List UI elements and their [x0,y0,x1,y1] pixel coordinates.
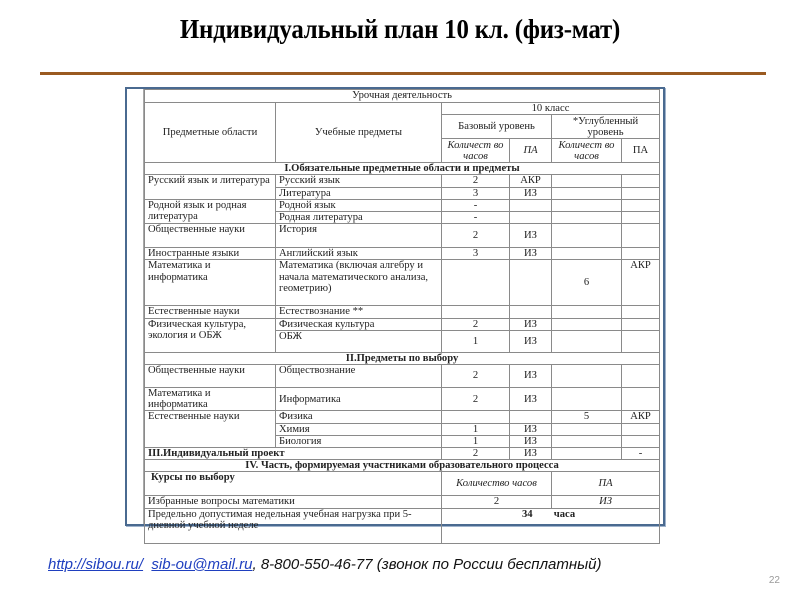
basic-hours-cell: 1 [442,423,510,435]
area-cell: Естественные науки [145,306,276,318]
basic-hours-cell: 2 [442,448,510,460]
section-title-elective: II.Предметы по выбору [145,352,660,364]
adv-hours-cell [552,365,622,388]
basic-hours-cell: 3 [442,187,510,199]
adv-pa-cell [622,248,660,260]
subject-cell: Русский язык [276,175,442,187]
basic-hours-cell: - [442,212,510,224]
adv-hours-cell [552,199,622,211]
curriculum-table [144,89,660,544]
contact-footer [48,556,602,573]
adv-hours-cell [552,306,622,318]
course-pa: ИЗ [552,496,660,508]
basic-pa-cell: ИЗ [510,365,552,388]
max-load-value: 34 [522,508,533,520]
max-load-unit: часа [553,508,576,520]
courses-label: Курсы по выбору [145,472,442,496]
area-cell: Общественные науки [145,224,276,248]
basic-pa-cell: ИЗ [510,248,552,260]
subject-cell: Физика [276,411,442,423]
subject-cell: Математика (включая алгебру и начала математического анализа, геометрию) [276,260,442,306]
subject-cell: Родной язык [276,199,442,211]
header-basic-level: Базовый уровень [442,115,552,139]
table-row [145,248,660,260]
table-row [145,175,660,187]
course-name: Избранные вопросы математики [145,496,442,508]
adv-hours-cell [552,448,622,460]
basic-hours-cell: 2 [442,224,510,248]
adv-pa-cell [622,388,660,411]
adv-hours-cell: 6 [552,260,622,306]
basic-hours-cell: 3 [442,248,510,260]
basic-pa-cell: АКР [510,175,552,187]
basic-pa-cell: ИЗ [510,435,552,447]
area-cell: Естественные науки [145,411,276,448]
email-link[interactable]: sib-ou@mail.ru [151,556,253,573]
table-row [145,365,660,388]
title-divider [40,72,766,75]
basic-pa-cell [510,212,552,224]
adv-pa-cell: АКР [622,260,660,306]
curriculum-table-frame [125,87,665,531]
header-pa-basic: ПА [510,139,552,163]
section-title-participants: IV. Часть, формируемая участниками образовательного процесса [145,460,660,472]
basic-hours-cell: 2 [442,175,510,187]
table-row [145,448,660,460]
table-row [145,411,660,423]
adv-pa-cell [622,365,660,388]
header-pa-advanced: ПА [622,139,660,163]
basic-hours-cell [442,260,510,306]
table-row [145,306,660,318]
page-number: 22 [768,575,780,586]
adv-pa-cell [622,306,660,318]
basic-hours-cell: 1 [442,330,510,352]
frame-left-strip [127,89,144,524]
adv-hours-cell [552,435,622,447]
subject-cell: Литература [276,187,442,199]
adv-pa-cell: АКР [622,411,660,423]
basic-pa-cell: ИЗ [510,448,552,460]
subject-cell: Физическая культура [276,318,442,330]
area-cell: Русский язык и литература [145,175,276,199]
adv-hours-cell [552,423,622,435]
basic-hours-cell: - [442,199,510,211]
table-row [145,388,660,411]
adv-pa-cell [622,435,660,447]
adv-hours-cell [552,212,622,224]
subject-cell: Биология [276,435,442,447]
subject-cell: Информатика [276,388,442,411]
basic-pa-cell: ИЗ [510,318,552,330]
basic-pa-cell: ИЗ [510,224,552,248]
basic-pa-cell [510,260,552,306]
table-row [145,496,660,508]
basic-pa-cell: ИЗ [510,330,552,352]
area-cell: Математика и информатика [145,388,276,411]
basic-pa-cell: ИЗ [510,388,552,411]
basic-hours-cell [442,306,510,318]
section-title-mandatory: I.Обязательные предметные области и предметы [145,163,660,175]
adv-pa-cell [622,212,660,224]
basic-pa-cell [510,306,552,318]
adv-hours-cell [552,224,622,248]
site-link[interactable]: http://sibou.ru/ [48,556,144,573]
adv-hours-cell: 5 [552,411,622,423]
course-hours: 2 [442,496,552,508]
adv-hours-cell [552,388,622,411]
subject-cell: Химия [276,423,442,435]
basic-pa-cell [510,199,552,211]
subject-cell: История [276,224,442,248]
subject-cell: Естествознание ** [276,306,442,318]
table-row [145,260,660,306]
header-grade: 10 класс [442,103,660,115]
basic-hours-cell: 2 [442,365,510,388]
adv-hours-cell [552,330,622,352]
adv-pa-cell [622,423,660,435]
basic-hours-cell [442,411,510,423]
header-advanced-level: *Углубленный уровень [552,115,660,139]
header-subject-areas: Предметные области [145,103,276,163]
header-hours-basic: Количест во часов [442,139,510,163]
adv-pa-cell [622,187,660,199]
basic-pa-cell: ИЗ [510,187,552,199]
contact-text: , 8-800-550-46-77 (звонок по России бесплатный) [252,556,602,573]
basic-pa-cell: ИЗ [510,423,552,435]
course-hours-label: Количество часов [442,472,552,496]
header-activity: Урочная деятельность [145,90,660,103]
course-pa-label: ПА [552,472,660,496]
area-cell: Родной язык и родная литература [145,199,276,223]
basic-pa-cell [510,411,552,423]
section-title-project: III.Индивидуальный проект [145,448,442,460]
adv-hours-cell [552,318,622,330]
max-load-cell [442,508,660,543]
table-row [145,508,660,543]
header-subjects: Учебные предметы [276,103,442,163]
area-cell: Общественные науки [145,365,276,388]
table-row [145,318,660,330]
adv-pa-cell [622,175,660,187]
subject-cell: Обществознание [276,365,442,388]
subject-cell: Родная литература [276,212,442,224]
area-cell: Физическая культура, экология и ОБЖ [145,318,276,352]
subject-cell: ОБЖ [276,330,442,352]
adv-pa-cell [622,199,660,211]
adv-pa-cell [622,224,660,248]
adv-pa-cell [622,330,660,352]
adv-hours-cell [552,187,622,199]
max-load-label: Предельно допустимая недельная учебная нагрузка при 5-дневной учебной неделе [145,508,442,543]
area-cell: Иностранные языки [145,248,276,260]
basic-hours-cell: 2 [442,388,510,411]
slide-title: Индивидуальный план 10 кл. (физ-мат) [179,14,621,44]
table-row [145,224,660,248]
header-hours-advanced: Количест во часов [552,139,622,163]
adv-pa-cell: - [622,448,660,460]
adv-pa-cell [622,318,660,330]
table-row [145,199,660,211]
adv-hours-cell [552,248,622,260]
area-cell: Математика и информатика [145,260,276,306]
basic-hours-cell: 1 [442,435,510,447]
subject-cell: Английский язык [276,248,442,260]
basic-hours-cell: 2 [442,318,510,330]
adv-hours-cell [552,175,622,187]
